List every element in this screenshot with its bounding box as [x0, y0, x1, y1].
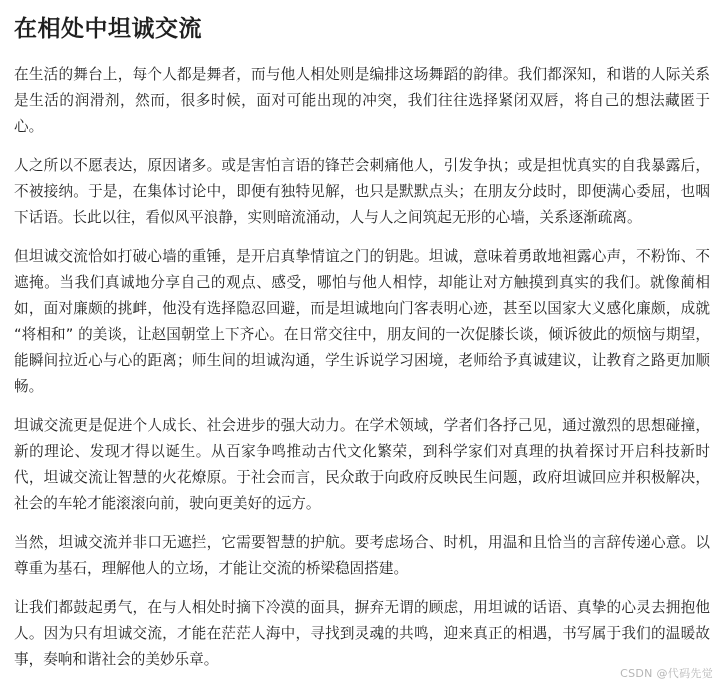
- article-paragraph-2: 人之所以不愿表达，原因诸多。或是害怕言语的锋芒会刺痛他人，引发争执；或是担忧真实的自我暴露后，不被接纳。于是，在集体讨论中，即便有独特见解，也只是默默点头；在朋友分歧时，即便满心委屈，也咽下话语。长此以往，看似风平浪静，实则暗流涌动，人与人之间筑起无形的心墙，关系逐渐疏离。: [14, 157, 710, 226]
- article-title: 在相处中坦诚交流: [14, 16, 202, 42]
- article: [14, 10, 710, 673]
- article-paragraph-5: 当然，坦诚交流并非口无遮拦，它需要智慧的护航。要考虑场合、时机，用温和且恰当的言辞传递心意。以尊重为基石，理解他人的立场，才能让交流的桥梁稳固搭建。: [14, 534, 710, 577]
- article-paragraph-4: 坦诚交流更是促进个人成长、社会进步的强大动力。在学术领域，学者们各抒己见，通过激烈的思想碰撞，新的理论、发现才得以诞生。从百家争鸣推动古代文化繁荣，到科学家们对真理的执着探讨开启科技新时代，坦诚交流让智慧的火花燎原。于社会而言，民众敢于向政府反映民生问题，政府坦诚回应并积极解决，社会的车轮才能滚滚向前，驶向更美好的远方。: [14, 417, 710, 512]
- article-paragraph-6: 让我们都鼓起勇气，在与人相处时摘下冷漠的面具，摒弃无谓的顾虑，用坦诚的话语、真挚的心灵去拥抱他人。因为只有坦诚交流，才能在茫茫人海中，寻找到灵魂的共鸣，迎来真正的相遇，书写属于我们的温暖故事，奏响和谐社会的美妙乐章。: [14, 599, 710, 668]
- article-paragraph-3: 但坦诚交流恰如打破心墙的重锤，是开启真挚情谊之门的钥匙。坦诚，意味着勇敢地袒露心声，不粉饰、不遮掩。当我们真诚地分享自己的观点、感受，哪怕与他人相悖，却能让对方触摸到真实的我们。就像蔺相如，面对廉颇的挑衅，他没有选择隐忍回避，而是坦诚地向门客表明心迹，甚至以国家大义感化廉颇，成就 “将相和” 的美谈，让赵国朝堂上下齐心。在日常交往中，朋友间的一次促膝长谈，倾诉彼此的烦恼与期望，能瞬间拉近心与心的距离；师生间的坦诚沟通，学生诉说学习困境，老师给予真诚建议，让教育之路更加顺畅。: [14, 248, 710, 395]
- article-paragraph-1: 在生活的舞台上，每个人都是舞者，而与他人相处则是编排这场舞蹈的韵律。我们都深知，和谐的人际关系是生活的润滑剂，然而，很多时候，面对可能出现的冲突，我们往往选择紧闭双唇，将自己的想法藏匿于心。: [14, 66, 710, 135]
- csdn-watermark: CSDN @代码先觉: [620, 667, 713, 680]
